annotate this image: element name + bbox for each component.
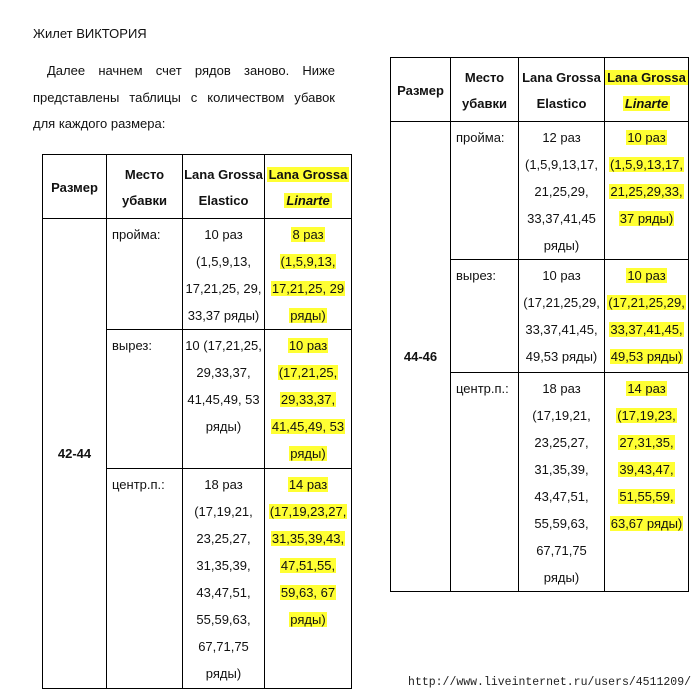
- cell-line: 21,25,29,: [534, 184, 589, 199]
- cell-line: ряды): [205, 666, 242, 681]
- linarte-cell: [265, 469, 352, 689]
- cell-line: 8 раз: [292, 227, 324, 242]
- cell-line: (17,19,23,27,: [269, 504, 347, 519]
- cell-line: 10 раз: [627, 130, 666, 145]
- cell-line: 33,37,41,45,: [525, 322, 598, 337]
- cell-line: 17,21,25, 29,: [185, 281, 262, 296]
- cell-line: ряды): [290, 446, 326, 461]
- cell-line: (1,5,9,13,: [280, 254, 336, 269]
- place-cell: вырез:: [451, 260, 519, 373]
- cell-line: 10 раз: [627, 268, 666, 283]
- cell-line: (17,21,25,29,: [523, 295, 600, 310]
- linarte-cell: [265, 330, 352, 469]
- cell-line: 33,37,41,45,: [610, 322, 683, 337]
- header-linarte: Lana Grossa Linarte: [265, 155, 352, 219]
- cell-line: 10 раз: [204, 227, 243, 242]
- cell-line: 49,53 ряды): [610, 349, 683, 364]
- elastico-cell: [183, 330, 265, 469]
- cell-line: ряды): [205, 419, 242, 434]
- place-cell: центр.п.:: [107, 469, 183, 689]
- header-place: Место убавки: [451, 58, 519, 122]
- cell-line: 55,59,63,: [196, 612, 251, 627]
- cell-line: ряды): [290, 308, 326, 323]
- cell-line: 23,25,27,: [534, 435, 589, 450]
- cell-line: 63,67 ряды): [610, 516, 683, 531]
- watermark-url: http://www.liveinternet.ru/users/4511209/: [408, 676, 691, 689]
- cell-line: 10 (17,21,25,: [185, 338, 262, 353]
- header-place: Место убавки: [107, 155, 183, 219]
- table-header-row: [391, 58, 689, 122]
- place-cell: вырез:: [107, 330, 183, 469]
- cell-line: 43,47,51,: [534, 489, 589, 504]
- header-elastico: Lana Grossa Elastico: [183, 155, 265, 219]
- cell-line: 14 раз: [288, 477, 328, 492]
- cell-line: 10 раз: [288, 338, 328, 353]
- table-size-42-44: [42, 154, 352, 689]
- cell-line: 21,25,29,33,: [610, 184, 683, 199]
- cell-line: 10 раз: [542, 268, 581, 283]
- place-cell: центр.п.:: [451, 373, 519, 592]
- cell-line: 41,45,49, 53: [187, 392, 260, 407]
- cell-line: 33,37,41,45: [527, 211, 596, 226]
- cell-line: ряды): [290, 612, 326, 627]
- linarte-cell: [605, 122, 689, 260]
- cell-line: ряды): [543, 570, 580, 585]
- cell-line: 67,71,75: [198, 639, 249, 654]
- cell-line: 49,53 ряды): [525, 349, 598, 364]
- cell-line: 14 раз: [627, 381, 666, 396]
- cell-line: (1,5,9,13,17,: [610, 157, 683, 172]
- cell-line: 27,31,35,: [619, 435, 674, 450]
- cell-line: 33,37 ряды): [187, 308, 260, 323]
- cell-line: 31,35,39,: [534, 462, 589, 477]
- cell-line: 37 ряды): [619, 211, 674, 226]
- cell-line: (17,21,25,: [278, 365, 338, 380]
- document-title: Жилет ВИКТОРИЯ: [33, 26, 147, 41]
- cell-line: 12 раз: [542, 130, 581, 145]
- cell-line: 47,51,55,: [280, 558, 336, 573]
- place-cell: пройма:: [107, 219, 183, 330]
- header-size: Размер: [391, 58, 451, 122]
- header-size: Размер: [43, 155, 107, 219]
- cell-line: 41,45,49, 53: [271, 419, 345, 434]
- cell-line: 55,59,63,: [534, 516, 589, 531]
- cell-line: 29,33,37,: [196, 365, 251, 380]
- cell-line: (1,5,9,13,: [196, 254, 251, 269]
- cell-line: 31,35,39,43,: [271, 531, 345, 546]
- place-cell: пройма:: [451, 122, 519, 260]
- cell-line: 67,71,75: [536, 543, 587, 558]
- cell-line: 18 раз: [542, 381, 581, 396]
- cell-line: 43,47,51,: [196, 585, 251, 600]
- table-row: [391, 122, 689, 260]
- linarte-cell: [265, 219, 352, 330]
- elastico-cell: [519, 122, 605, 260]
- header-elastico: Lana Grossa Elastico: [519, 58, 605, 122]
- size-cell: 42-44: [43, 219, 107, 689]
- cell-line: 51,55,59,: [619, 489, 674, 504]
- cell-line: (17,19,21,: [532, 408, 591, 423]
- cell-line: 59,63, 67: [280, 585, 336, 600]
- intro-paragraph: Далее начнем счет рядов заново. Ниже представлены таблицы с количеством убавок для каждого размера:: [33, 63, 335, 131]
- cell-line: 23,25,27,: [196, 531, 251, 546]
- table-header-row: [43, 155, 352, 219]
- table-size-44-46: [390, 57, 689, 592]
- cell-line: 39,43,47,: [619, 462, 674, 477]
- cell-line: ряды): [543, 238, 580, 253]
- elastico-cell: [519, 260, 605, 373]
- cell-line: (17,19,21,: [194, 504, 253, 519]
- cell-line: 18 раз: [204, 477, 243, 492]
- cell-line: 17,21,25, 29: [271, 281, 345, 296]
- cell-line: (17,21,25,29,: [608, 295, 685, 310]
- cell-line: (1,5,9,13,17,: [525, 157, 598, 172]
- cell-line: 31,35,39,: [196, 558, 251, 573]
- cell-line: 29,33,37,: [280, 392, 336, 407]
- size-cell: 44-46: [391, 122, 451, 592]
- linarte-cell: [605, 373, 689, 592]
- cell-line: (17,19,23,: [617, 408, 676, 423]
- elastico-cell: [183, 219, 265, 330]
- elastico-cell: [519, 373, 605, 592]
- linarte-cell: [605, 260, 689, 373]
- elastico-cell: [183, 469, 265, 689]
- table-row: [43, 219, 352, 330]
- header-linarte: Lana Grossa Linarte: [605, 58, 689, 122]
